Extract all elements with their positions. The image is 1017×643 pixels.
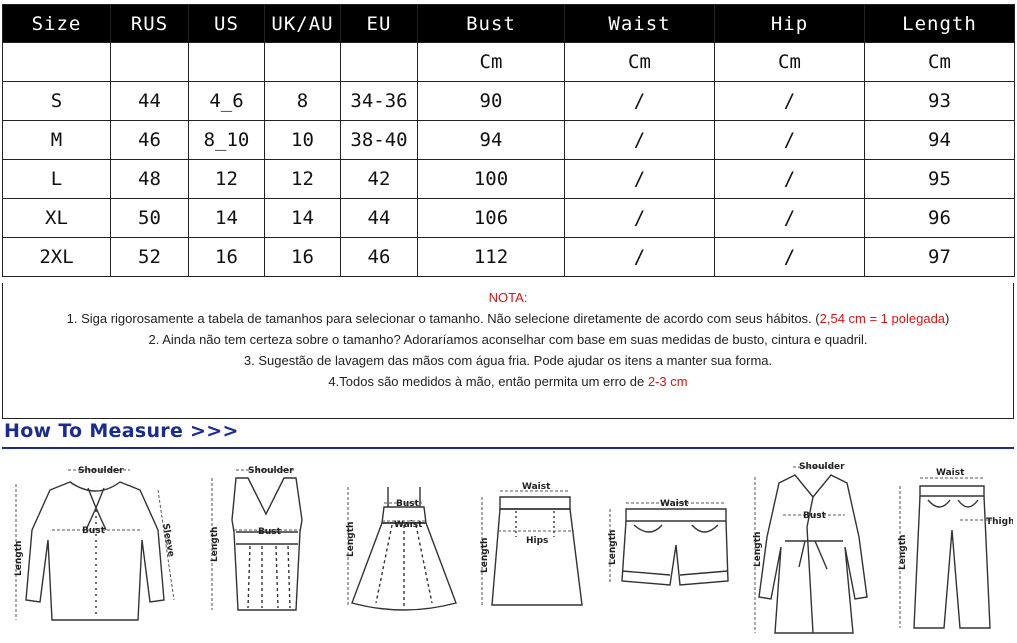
bust-label: Bust <box>396 499 419 509</box>
table-cell: 50 <box>111 199 189 238</box>
length-label: Length <box>608 529 618 565</box>
table-cell: 44 <box>341 199 418 238</box>
unit-cell: Cm <box>418 43 565 82</box>
table-cell: 34-36 <box>341 82 418 121</box>
dress-figure <box>340 477 465 627</box>
table-cell: L <box>3 160 111 199</box>
note-1-end: ) <box>945 311 950 326</box>
col-length: Length <box>865 5 1015 43</box>
table-cell: 100 <box>418 160 565 199</box>
blouse-figure <box>8 460 186 635</box>
waist-label: Waist <box>936 468 965 478</box>
table-row <box>3 199 1015 238</box>
thigh-label: Thigh <box>986 517 1013 527</box>
col-eu: EU <box>341 5 418 43</box>
col-rus: RUS <box>111 5 189 43</box>
table-cell: / <box>565 160 715 199</box>
unit-cell: Cm <box>715 43 865 82</box>
table-cell: 48 <box>111 160 189 199</box>
table-cell: 8_10 <box>189 121 265 160</box>
table-cell: 14 <box>265 199 341 238</box>
table-cell: 52 <box>111 238 189 277</box>
skirt-icon <box>470 477 590 622</box>
table-cell: 112 <box>418 238 565 277</box>
table-cell: 12 <box>189 160 265 199</box>
table-cell: 96 <box>865 199 1015 238</box>
shoulder-label: Shoulder <box>799 462 845 472</box>
unit-cell <box>3 43 111 82</box>
waist-label: Waist <box>660 499 689 509</box>
table-cell: 95 <box>865 160 1015 199</box>
note-1-conversion: 2,54 cm = 1 polegada <box>819 311 946 326</box>
table-cell: 12 <box>265 160 341 199</box>
table-cell: / <box>715 160 865 199</box>
sleeve-label: Sleeve <box>160 522 176 558</box>
note-4 <box>3 371 1013 392</box>
table-cell: M <box>3 121 111 160</box>
table-cell: 44 <box>111 82 189 121</box>
unit-cell <box>111 43 189 82</box>
table-cell: 94 <box>865 121 1015 160</box>
note-4-text: 4.Todos são medidos à mão, então permita um erro de <box>328 374 648 389</box>
size-chart <box>2 4 1014 277</box>
table-cell: / <box>565 238 715 277</box>
unit-cell: Cm <box>865 43 1015 82</box>
col-us: US <box>189 5 265 43</box>
length-label: Length <box>346 521 356 557</box>
note-4-error: 2-3 cm <box>647 374 688 389</box>
table-cell: / <box>715 238 865 277</box>
table-row <box>3 121 1015 160</box>
tank-top-icon <box>200 460 330 635</box>
table-row <box>3 160 1015 199</box>
measure-figures <box>0 455 1017 640</box>
col-hip: Hip <box>715 5 865 43</box>
how-to-measure-title: How To Measure >>> <box>4 420 239 442</box>
table-cell: 106 <box>418 199 565 238</box>
table-cell: 90 <box>418 82 565 121</box>
table-cell: 8 <box>265 82 341 121</box>
col-uk-au: UK/AU <box>265 5 341 43</box>
divider <box>2 447 1014 449</box>
note-2: 2. Ainda não tem certeza sobre o tamanho? Adoraríamos aconselhar com base em suas medidas de busto, cintura e quadril. <box>148 332 868 347</box>
table-cell: / <box>715 121 865 160</box>
col-waist: Waist <box>565 5 715 43</box>
table-cell: 16 <box>189 238 265 277</box>
table-cell: 4_6 <box>189 82 265 121</box>
skirt-figure <box>470 477 590 622</box>
bust-label: Bust <box>803 511 826 521</box>
table-cell: / <box>565 82 715 121</box>
hips-label: Hips <box>526 536 549 546</box>
table-row <box>3 238 1015 277</box>
coat-icon <box>745 457 880 639</box>
table-cell: 2XL <box>3 238 111 277</box>
table-row <box>3 82 1015 121</box>
table-cell: S <box>3 82 111 121</box>
blouse-icon <box>8 460 186 635</box>
shoulder-label: Shoulder <box>248 466 294 476</box>
table-cell: 10 <box>265 121 341 160</box>
waist-label: Waist <box>522 482 551 492</box>
table-cell: XL <box>3 199 111 238</box>
units-row <box>3 43 1015 82</box>
waist-label: Waist <box>394 520 423 530</box>
tank-top-figure <box>200 460 330 635</box>
unit-cell <box>341 43 418 82</box>
bust-label: Bust <box>258 527 281 537</box>
col-bust: Bust <box>418 5 565 43</box>
shorts-icon <box>600 493 740 593</box>
shoulder-label: Shoulder <box>78 466 124 476</box>
table-cell: 38-40 <box>341 121 418 160</box>
unit-cell <box>265 43 341 82</box>
notes-title: NOTA: <box>488 290 528 305</box>
table-cell: / <box>715 199 865 238</box>
table-cell: 94 <box>418 121 565 160</box>
coat-figure <box>745 457 880 639</box>
shorts-figure <box>600 493 740 593</box>
pants-icon <box>888 460 1013 635</box>
table-cell: 46 <box>341 238 418 277</box>
bust-label: Bust <box>82 526 105 536</box>
table-cell: 97 <box>865 238 1015 277</box>
note-3: 3. Sugestão de lavagem das mãos com água fria. Pode ajudar os itens a manter sua forma. <box>243 353 773 368</box>
table-cell: 46 <box>111 121 189 160</box>
table-cell: 93 <box>865 82 1015 121</box>
unit-cell <box>189 43 265 82</box>
table-cell: 42 <box>341 160 418 199</box>
length-label: Length <box>14 540 24 576</box>
unit-cell: Cm <box>565 43 715 82</box>
length-label: Length <box>898 534 908 570</box>
notes-panel <box>2 283 1014 419</box>
table-cell: / <box>565 121 715 160</box>
length-label: Length <box>210 526 220 562</box>
dress-icon <box>340 477 465 627</box>
length-label: Length <box>480 537 490 573</box>
length-label: Length <box>753 531 763 567</box>
note-1 <box>3 308 1013 329</box>
pants-figure <box>888 460 1013 635</box>
size-table <box>2 4 1015 277</box>
table-cell: 14 <box>189 199 265 238</box>
table-cell: / <box>715 82 865 121</box>
note-1-text: 1. Siga rigorosamente a tabela de tamanhos para selecionar o tamanho. Não selecione diretamente de acordo com seus hábitos. ( <box>66 311 820 326</box>
header-row <box>3 5 1015 43</box>
table-cell: 16 <box>265 238 341 277</box>
col-size: Size <box>3 5 111 43</box>
table-cell: / <box>565 199 715 238</box>
